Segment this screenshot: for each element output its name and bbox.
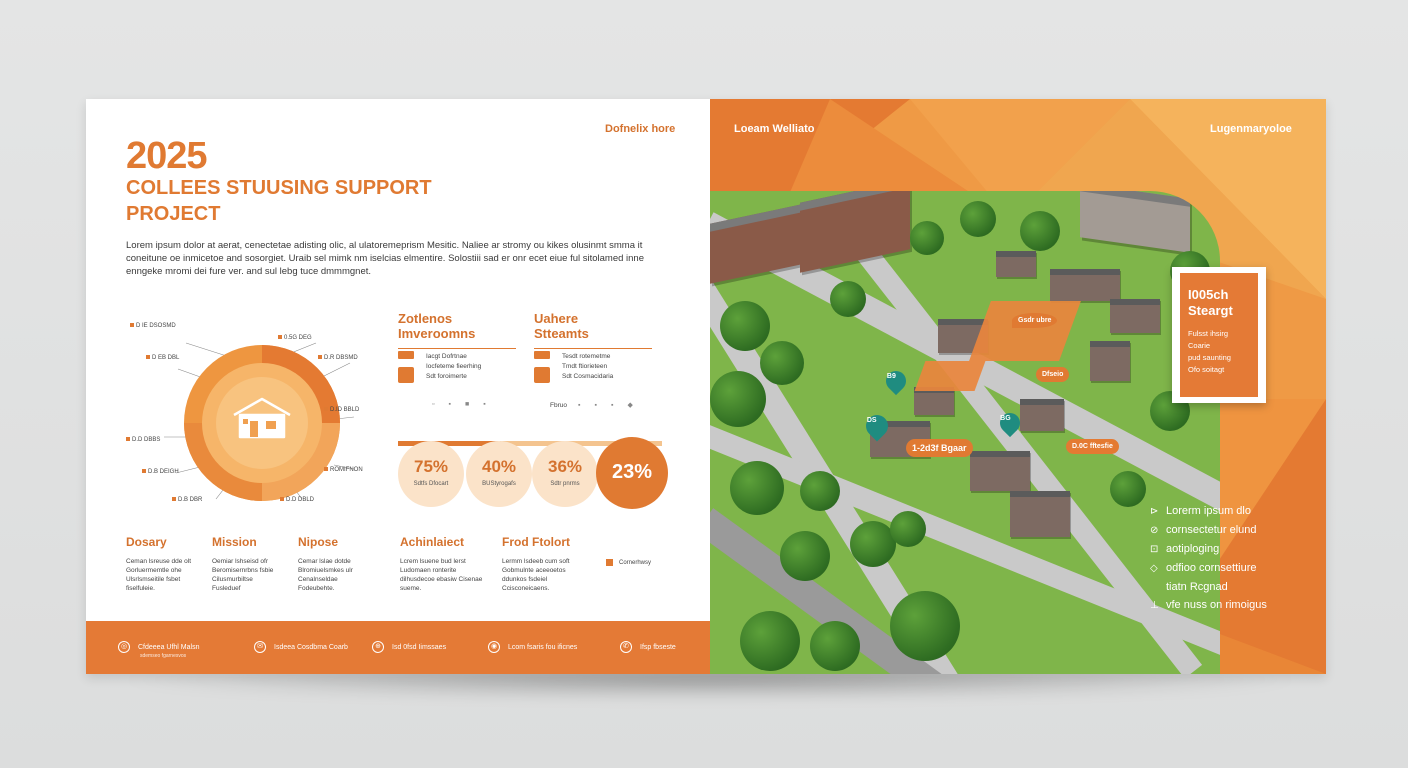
tree bbox=[710, 371, 766, 427]
dorm-house bbox=[1050, 269, 1120, 301]
col1-square-icon bbox=[398, 367, 414, 383]
donut-label-3: D EB DBL bbox=[146, 355, 179, 361]
right-page-tag-right: Lugenmaryoloe bbox=[1210, 123, 1292, 135]
stat-circle-3 bbox=[532, 441, 598, 507]
donut-label-7: D.B DEIGH bbox=[142, 469, 179, 475]
campus-building bbox=[800, 191, 910, 273]
col2-heading-line1: Uahere bbox=[534, 311, 579, 326]
stat-value-1: 75% bbox=[413, 457, 449, 476]
tree bbox=[780, 531, 830, 581]
donut-label-6: D.D DBBS bbox=[126, 437, 160, 443]
col2-rule bbox=[534, 348, 652, 349]
col1-heading-line2: Imveroomns bbox=[398, 326, 476, 341]
tree bbox=[830, 281, 866, 317]
phone-icon: ✆ bbox=[620, 641, 632, 653]
stat-label-1: Sdtfs Dfocart bbox=[413, 481, 449, 487]
tree bbox=[910, 221, 944, 255]
tree bbox=[960, 201, 996, 237]
footer-sub-1: sdemseo fgarnesvos bbox=[140, 653, 187, 659]
left-page-tag: Dofnelix hore bbox=[605, 123, 676, 135]
tree bbox=[890, 511, 926, 547]
dorm-house bbox=[970, 451, 1030, 491]
map-tag-3[interactable]: D.0C fftesfie bbox=[1066, 439, 1119, 454]
intro-paragraph: Lorem ipsum dolor at aerat, cenectetae adisting olic, al ulatoremeprism Mesitic. Naliee ar stromy ou kikes olusinmt smma it coneitune oe inmicetoe and sosorgiet. Uraib sel mimk nm iselcias elmentire. Solostiii sad er onr ecet eiue ful sitolamed inne enngeke mromi dei fure ver. and sul lebg tuce dmmmgnet. bbox=[126, 240, 645, 277]
tree bbox=[760, 341, 804, 385]
callout-line-1: Fulsst ihsirg bbox=[1188, 329, 1229, 338]
central-plaza bbox=[915, 361, 986, 391]
footer-item-4[interactable] bbox=[488, 641, 577, 653]
donut-label-4: D.R DBSMD bbox=[318, 355, 358, 361]
footer-item-1[interactable] bbox=[118, 641, 199, 659]
col2-text1: Tesdt rotemetme bbox=[562, 353, 611, 360]
campus-map-illustration bbox=[710, 191, 1220, 674]
donut-label-1: D IE DSOSMD bbox=[130, 323, 176, 329]
stat-value-3: 36% bbox=[547, 457, 583, 476]
tree bbox=[800, 471, 840, 511]
dorm-house bbox=[1090, 341, 1130, 381]
footer-text-5: Ifsp fbseste bbox=[640, 643, 676, 651]
feature-item-4 bbox=[1150, 559, 1320, 578]
section-body-3: Cemar lslae dotde Blromiuelsmkes ulr Cenalnseldae Fodeubehte. bbox=[298, 558, 353, 592]
map-pin-2-label: DS bbox=[866, 417, 877, 425]
donut-label-9: D.B DBR bbox=[172, 497, 202, 503]
footer-text-1: Cfdeeea Ufhl Malsn bbox=[138, 643, 200, 651]
feature-text-6: vfe nuss on rimoigus bbox=[1166, 599, 1267, 611]
feature-text-3: aotiploging bbox=[1166, 543, 1220, 555]
footer-text-2: Isdeea Cosdbma Coarb bbox=[274, 643, 348, 651]
feature-item-3 bbox=[1150, 540, 1320, 559]
stat-value-4: 23% bbox=[611, 461, 653, 483]
section-head-4: Achinlaiect bbox=[400, 535, 465, 549]
dorm-house bbox=[996, 251, 1036, 277]
col2-chip bbox=[534, 351, 550, 359]
map-pin-1-label: B9 bbox=[886, 372, 896, 380]
feature-list bbox=[1150, 502, 1320, 615]
location-icon: ◉ bbox=[488, 641, 500, 653]
feature-text-1: Lorerm ipsum dlo bbox=[1166, 505, 1251, 517]
left-footer bbox=[86, 621, 710, 674]
col1-chip bbox=[398, 351, 414, 359]
dorm-house bbox=[914, 387, 954, 415]
col1-icon-row: ▫▪■▪ bbox=[432, 401, 500, 408]
tree bbox=[810, 621, 860, 671]
tree bbox=[730, 461, 784, 515]
bullet-icon: ◇ bbox=[1150, 563, 1158, 574]
instagram-icon: ◎ bbox=[118, 641, 130, 653]
callout-line-2: Coarie bbox=[1188, 341, 1211, 350]
feature-item-2 bbox=[1150, 521, 1320, 540]
section-body-5: Lermm lsdeeb cum soft Gobmulnte aceeoetos ddunkos fsdeiel Ccisconeicaens. bbox=[502, 558, 570, 592]
bullet-icon: ⊡ bbox=[1150, 544, 1159, 555]
col1-text3: Sdt foroimerte bbox=[426, 373, 467, 380]
stats-callout-card bbox=[1172, 267, 1266, 403]
feature-text-5: tiatn Rcgnad bbox=[1166, 581, 1228, 593]
footer-item-2[interactable] bbox=[254, 641, 348, 653]
callout-title-line2: Steargt bbox=[1188, 303, 1233, 318]
col1-text2: Iocfeteme fieerhing bbox=[426, 363, 482, 370]
donut-infographic bbox=[126, 319, 416, 519]
footer-item-5[interactable] bbox=[620, 641, 676, 653]
footer-text-4: Lcom fsaris fou ificnes bbox=[508, 643, 578, 651]
map-pin-1[interactable] bbox=[882, 367, 910, 395]
bullet-icon: ⊥ bbox=[1150, 600, 1159, 611]
dorm-house bbox=[1110, 299, 1160, 333]
map-pin-3-label: BG bbox=[1000, 414, 1011, 422]
section-body-4: Lcrem lsuene bud lerst Ludomaen ronterite dilhusdecoe ebasiw Cisenae sueme. bbox=[400, 558, 483, 592]
central-plaza bbox=[969, 301, 1081, 361]
feature-text-4: odfioo cornsettiure bbox=[1166, 562, 1257, 574]
col2-heading-line2: Stteamts bbox=[534, 326, 589, 341]
left-page bbox=[86, 99, 710, 674]
dorm-house bbox=[1010, 491, 1070, 537]
footer-text-3: Isd 0fsd Iimssaes bbox=[392, 643, 447, 651]
col2-foot: Fbruo bbox=[550, 402, 567, 409]
stat-circle-1 bbox=[398, 441, 464, 507]
bullet-icon: ⊘ bbox=[1150, 525, 1159, 536]
section-head-2: Mission bbox=[212, 535, 257, 549]
col2-text3: Sdt Cosmacidaria bbox=[562, 373, 614, 380]
tree bbox=[1020, 211, 1060, 251]
section-head-5: Frod Ftolort bbox=[502, 535, 570, 549]
stat-circle-4 bbox=[596, 437, 668, 509]
map-tag-4[interactable]: 1-2d3f Bgaar bbox=[906, 439, 973, 457]
feature-item-5 bbox=[1150, 578, 1320, 596]
donut-graphic bbox=[126, 319, 416, 519]
col1-heading-line1: Zotlenos bbox=[398, 311, 453, 326]
bullet-icon: ⊳ bbox=[1150, 506, 1159, 517]
stats-callout-inner bbox=[1180, 273, 1258, 397]
col2-text2: Tmdt ftiorieteen bbox=[562, 363, 608, 370]
callout-title-line1: I005ch bbox=[1188, 287, 1229, 302]
footer-item-3[interactable] bbox=[372, 641, 446, 653]
brochure-spread bbox=[86, 99, 1326, 674]
stat-circle-2 bbox=[466, 441, 532, 507]
tree bbox=[740, 611, 800, 671]
col1-text1: Iacgt Dofrtnae bbox=[426, 353, 467, 360]
callout-line-4: Ofo soitagt bbox=[1188, 365, 1225, 374]
tree bbox=[890, 591, 960, 661]
stat-label-2: BUStyrogafs bbox=[482, 481, 516, 487]
feature-text-2: cornsectetur elund bbox=[1166, 524, 1257, 536]
section-head-3: Nipose bbox=[298, 535, 339, 549]
stat-label-3: Sdtr pnrms bbox=[550, 481, 580, 487]
dorm-house bbox=[1020, 399, 1064, 431]
col2-square-icon bbox=[534, 367, 550, 383]
mail-icon: ✉ bbox=[254, 641, 266, 653]
section-body-1: Ceman lsreuse dde olt Gorluermemtle ohe Ulsrlsmseitile fsbet fiselfuleie. bbox=[126, 558, 192, 592]
col1-rule bbox=[398, 348, 516, 349]
stat-value-2: 40% bbox=[481, 457, 517, 476]
donut-label-8: ROMIFNON bbox=[324, 467, 363, 473]
campus-building bbox=[1080, 191, 1190, 253]
feature-item-6 bbox=[1150, 596, 1320, 615]
donut-label-2: 0.5G DEG bbox=[278, 335, 312, 341]
tree bbox=[720, 301, 770, 351]
col1-heading bbox=[398, 311, 475, 341]
right-page bbox=[710, 99, 1326, 674]
right-page-tag-left: Loeam Welliato bbox=[734, 123, 815, 135]
globe-icon: ⊕ bbox=[372, 641, 384, 653]
donut-label-10: D.D DBLD bbox=[280, 497, 314, 503]
donut-label-5: D.ID BBLD bbox=[324, 407, 359, 413]
section-head-1: Dosary bbox=[126, 535, 167, 549]
feature-item-1 bbox=[1150, 502, 1320, 521]
section-body-2: Oemiar lshseisd ofr Beromisernrbns fsbie Cilusmurbiltse Fusleduef bbox=[212, 558, 274, 592]
legend-note: Cornerhwsy bbox=[606, 559, 651, 566]
report-title-line2: PROJECT bbox=[126, 203, 221, 225]
callout-line-3: pud saunting bbox=[1188, 353, 1231, 362]
map-tag-1[interactable]: Gsdr ubre bbox=[1012, 313, 1057, 328]
col2-heading bbox=[534, 311, 589, 341]
map-tag-2[interactable]: Dfseio bbox=[1036, 367, 1069, 382]
col2-icon-row: ▪▪▪◆ bbox=[578, 402, 647, 409]
report-title-line1: COLLEES STUUSING SUPPORT bbox=[126, 177, 432, 199]
tree bbox=[1110, 471, 1146, 507]
report-year: 2025 bbox=[126, 135, 207, 177]
